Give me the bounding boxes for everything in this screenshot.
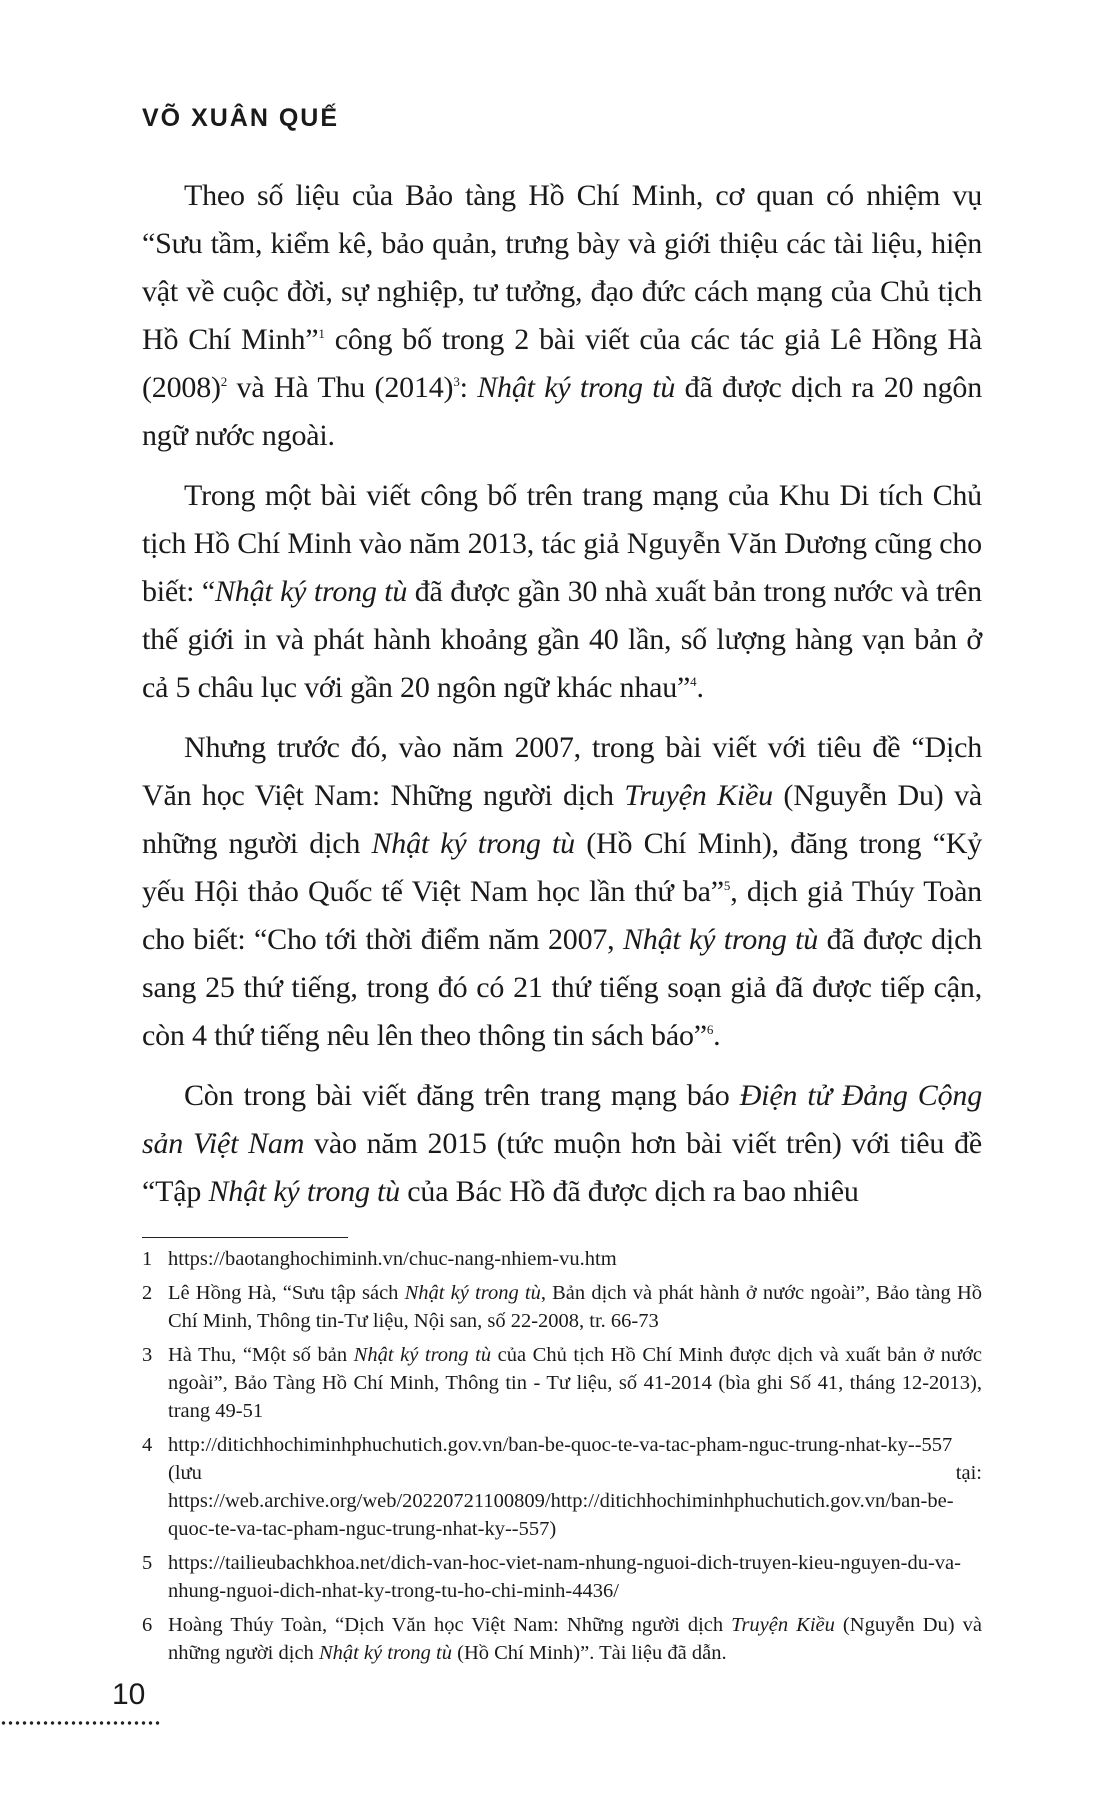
footnote-number: 1 (142, 1248, 153, 1270)
page-number: 10 (112, 1678, 146, 1711)
text-run: của Chủ tịch Hồ Chí Minh được dịch và xuất bản ở nước ngoài”, Bảo Tàng Hồ Chí Minh, Thông tin - Tư liệu, số 41-2014 (bìa ghi Số 41, tháng 12-2013), trang 49-51 (168, 1344, 983, 1422)
text-run: (Hồ Chí Minh)”. Tài liệu đã dẫn. (452, 1642, 727, 1664)
footnote-number: 4 (142, 1434, 153, 1456)
italic-title: Điện tử Đảng Cộng sản Việt Nam (142, 1079, 982, 1160)
italic-title: Nhật ký trong tù (371, 827, 575, 860)
italic-title: Nhật ký trong tù (214, 575, 408, 608)
footnote-text (168, 1279, 982, 1335)
paragraph (142, 472, 982, 712)
italic-title: Nhật ký trong tù (318, 1642, 452, 1664)
footnote-ref: 1 (318, 326, 325, 341)
text-run: Nhưng trước đó, vào năm 2007, trong bài viết với tiêu đề “Dịch Văn học Việt Nam: Những người dịch (142, 731, 982, 812)
footnote-ref: 2 (220, 374, 228, 389)
text-run: http://ditichhochiminhphuchutich.gov.vn/ban-be-quoc-te-va-tac-pham-nguc-trung-nhat-ky--557 (lưu tại: https://web.archive.org/web/20220721100809/http://ditichhochiminhphuchutich.gov.vn/ban-be-quoc-te-va-tac-pham-nguc-trung-nhat-ky--557) (168, 1434, 982, 1540)
paragraph (142, 1072, 982, 1216)
footnote-number: 6 (142, 1614, 153, 1636)
italic-title: Nhật ký trong tù (404, 1282, 541, 1304)
italic-title: Nhật ký trong tù (208, 1175, 400, 1208)
paragraph (142, 172, 982, 460)
footnote-number: 3 (142, 1344, 153, 1366)
text-run: (Nguyễn Du) và những người dịch (142, 779, 983, 860)
text-run: , Bản dịch và phát hành ở nước ngoài”, Bảo tàng Hồ Chí Minh, Thông tin-Tư liệu, Nội san, số 22-2008, tr. 66-73 (168, 1282, 982, 1332)
footnote-ref: 3 (453, 374, 460, 389)
body-text (142, 172, 982, 1228)
footnote (142, 1549, 982, 1605)
text-run: https://tailieubachkhoa.net/dich-van-hoc-viet-nam-nhung-nguoi-dich-truyen-kieu-nguyen-du-va-nhung-nguoi-dich-nhat-ky-trong-tu-ho-chi-minh-4436/ (168, 1552, 961, 1602)
footnotes (142, 1245, 982, 1673)
text-run: vào năm 2015 (tức muộn hơn bài viết trên) với tiêu đề “Tập (142, 1127, 982, 1208)
text-run: : (459, 371, 478, 404)
footnote-ref: 6 (706, 1022, 714, 1037)
text-run: Trong một bài viết công bố trên trang mạng của Khu Di tích Chủ tịch Hồ Chí Minh vào năm 2013, tác giả Nguyễn Văn Dương cũng cho biết: “ (142, 479, 982, 608)
footnote-text (168, 1611, 982, 1667)
footnote-text (168, 1431, 982, 1543)
footnote-ref: 5 (723, 878, 731, 893)
text-run: đã được dịch sang 25 thứ tiếng, trong đó có 21 thứ tiếng soạn giả đã được tiếp cận, còn 4 thứ tiếng nêu lên theo thông tin sách báo” (142, 923, 982, 1052)
text-run: . (713, 1019, 721, 1052)
footnote-ref: 4 (690, 674, 697, 689)
text-run: (Nguyễn Du) và những người dịch (168, 1614, 982, 1664)
paragraph (142, 724, 982, 1060)
italic-title: Truyện Kiều (624, 779, 773, 812)
footnote-number: 2 (142, 1282, 153, 1304)
text-run: và Hà Thu (2014) (227, 371, 454, 404)
footnote (142, 1611, 982, 1667)
footnote-divider (142, 1237, 348, 1238)
footnote-number: 5 (142, 1552, 153, 1574)
text-run: Còn trong bài viết đăng trên trang mạng báo (184, 1079, 740, 1112)
footnote (142, 1245, 982, 1273)
text-run: https://baotanghochiminh.vn/chuc-nang-nhiem-vu.htm (168, 1248, 617, 1270)
footnote (142, 1431, 982, 1543)
text-run: . (696, 671, 704, 704)
text-run: của Bác Hồ đã được dịch ra bao nhiêu (399, 1175, 859, 1208)
text-run: , dịch giả Thúy Toàn cho biết: “Cho tới thời điểm năm 2007, (142, 875, 982, 956)
italic-title: Nhật ký trong tù (477, 371, 676, 404)
text-run: Lê Hồng Hà, “Sưu tập sách (168, 1282, 405, 1304)
footnote-text (168, 1549, 982, 1605)
text-run: đã được dịch ra 20 ngôn ngữ nước ngoài. (142, 371, 982, 452)
text-run: Hà Thu, “Một số bản (168, 1344, 354, 1366)
footnote-text (168, 1245, 982, 1273)
dotted-rule (0, 1720, 160, 1726)
italic-title: Nhật ký trong tù (353, 1344, 492, 1366)
text-run: Theo số liệu của Bảo tàng Hồ Chí Minh, cơ quan có nhiệm vụ “Sưu tầm, kiểm kê, bảo quản, trưng bày và giới thiệu các tài liệu, hiện vật về cuộc đời, sự nghiệp, tư tưởng, đạo đức cách mạng của Chủ tịch Hồ Chí Minh” (142, 179, 982, 356)
italic-title: Nhật ký trong tù (622, 923, 819, 956)
footnote-text (168, 1341, 982, 1425)
running-header: VÕ XUÂN QUẾ (142, 104, 340, 132)
footnote (142, 1279, 982, 1335)
text-run: đã được gần 30 nhà xuất bản trong nước và trên thế giới in và phát hành khoảng gần 40 lần, số lượng hàng vạn bản ở cả 5 châu lục với gần 20 ngôn ngữ khác nhau” (142, 575, 982, 704)
text-run: công bố trong 2 bài viết của các tác giả Lê Hồng Hà (2008) (142, 323, 982, 404)
footnote (142, 1341, 982, 1425)
text-run: Hoàng Thúy Toàn, “Dịch Văn học Việt Nam: Những người dịch (168, 1614, 732, 1636)
text-run: (Hồ Chí Minh), đăng trong “Kỷ yếu Hội thảo Quốc tế Việt Nam học lần thứ ba” (142, 827, 982, 908)
italic-title: Truyện Kiều (731, 1614, 835, 1636)
